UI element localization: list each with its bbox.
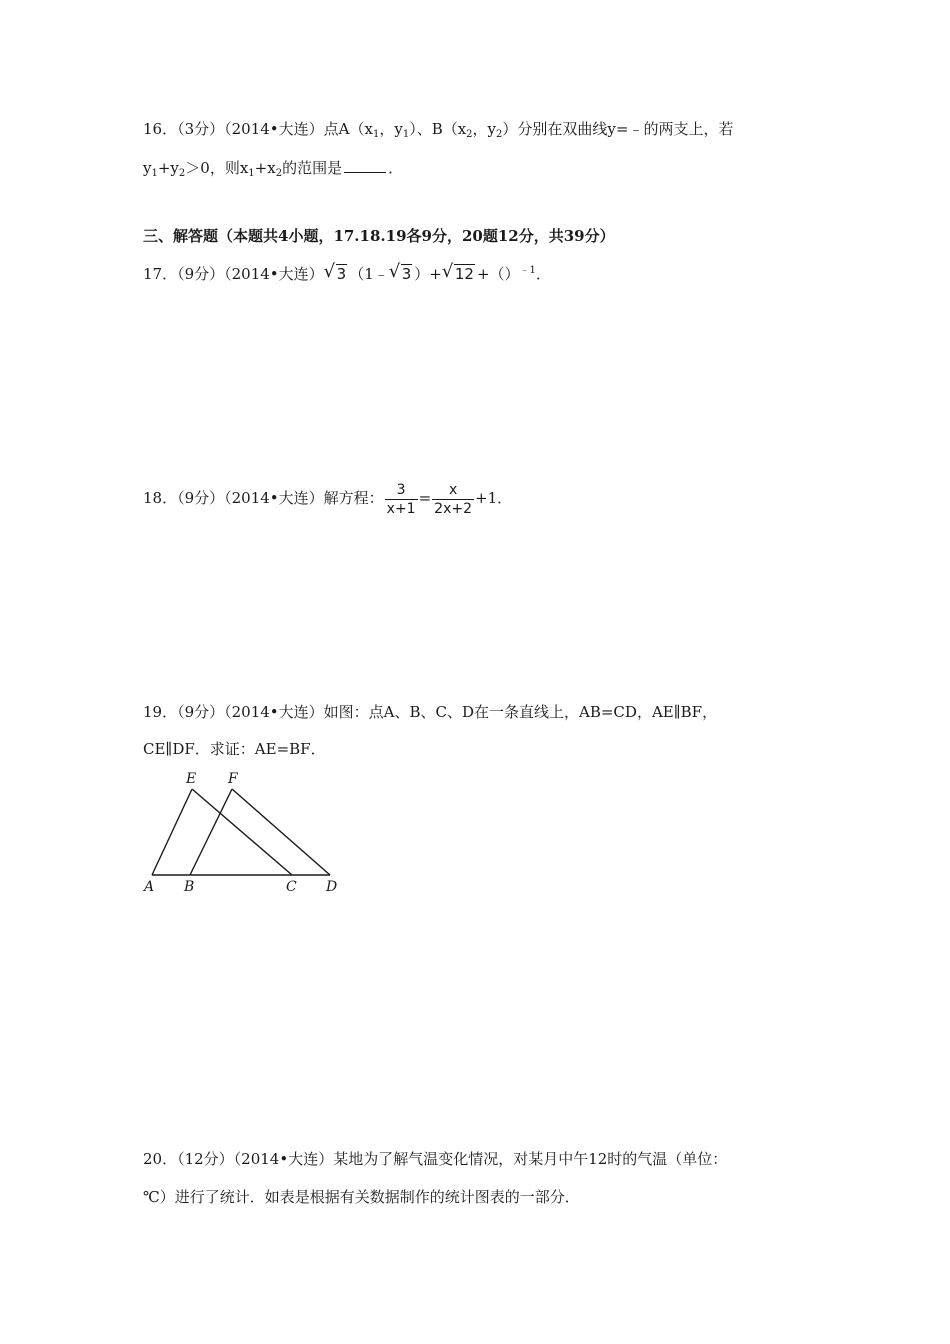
answer-blank: [344, 158, 386, 173]
sqrt-3-a: √ 3: [323, 261, 347, 283]
q20-line1: 20．（12分）（2014•大连）某地为了解气温变化情况，对某月中午12时的气温（单位：: [143, 1150, 728, 1168]
fraction-3-over-x-plus-1: $\frac{3}{x+1}$: [386, 481, 416, 517]
label-d: D: [326, 879, 338, 895]
sqrt-3-b: √ 3: [388, 261, 412, 283]
q17-line: 17．（9分）（2014•大连） √ 3 （1﹣ √ 3 ）+ √ 12 +（）$^{﹣1}$．: [143, 261, 551, 283]
section-3-heading: 三、解答题（本题共4小题，17.18.19各9分，20题12分，共39分）: [143, 227, 615, 245]
label-a: A: [144, 879, 155, 895]
q16-line1: 16．（3分）（2014•大连）点$A(x_1$，$y_1$）、$B(x_2$，$y_2$）分别在双曲线y=﹣的两支上，若: [143, 120, 734, 140]
segment-fd: [232, 789, 330, 875]
fraction-x-over-2x-plus-2: $\frac{x}{2x+2}$: [434, 481, 473, 517]
label-f: F: [228, 771, 238, 787]
q18-line: 18．（9分）（2014•大连）解方程： $\frac{3}{x+1}$ = $\frac{x}{2x+2}$ +1．: [143, 481, 513, 517]
label-c: C: [286, 879, 297, 895]
q20-line2: ℃）进行了统计．如表是根据有关数据制作的统计图表的一部分．: [143, 1188, 580, 1206]
geometry-figure: [140, 765, 350, 895]
label-e: E: [186, 771, 197, 787]
q19-line1: 19．（9分）（2014•大连）如图：点A、B、C、D在一条直线上，AB=CD，AE∥BF，: [143, 703, 718, 721]
sqrt-12: √ 12: [441, 261, 474, 283]
q16-line2: $y_1+y_2>0$，则$x_1+x_2$的范围是 ．: [143, 159, 404, 179]
segment-ae: [152, 789, 192, 875]
segment-ec: [192, 789, 292, 875]
q19-line2: CE∥DF．求证：AE=BF．: [143, 740, 326, 758]
segment-bf: [190, 789, 232, 875]
label-b: B: [184, 879, 195, 895]
